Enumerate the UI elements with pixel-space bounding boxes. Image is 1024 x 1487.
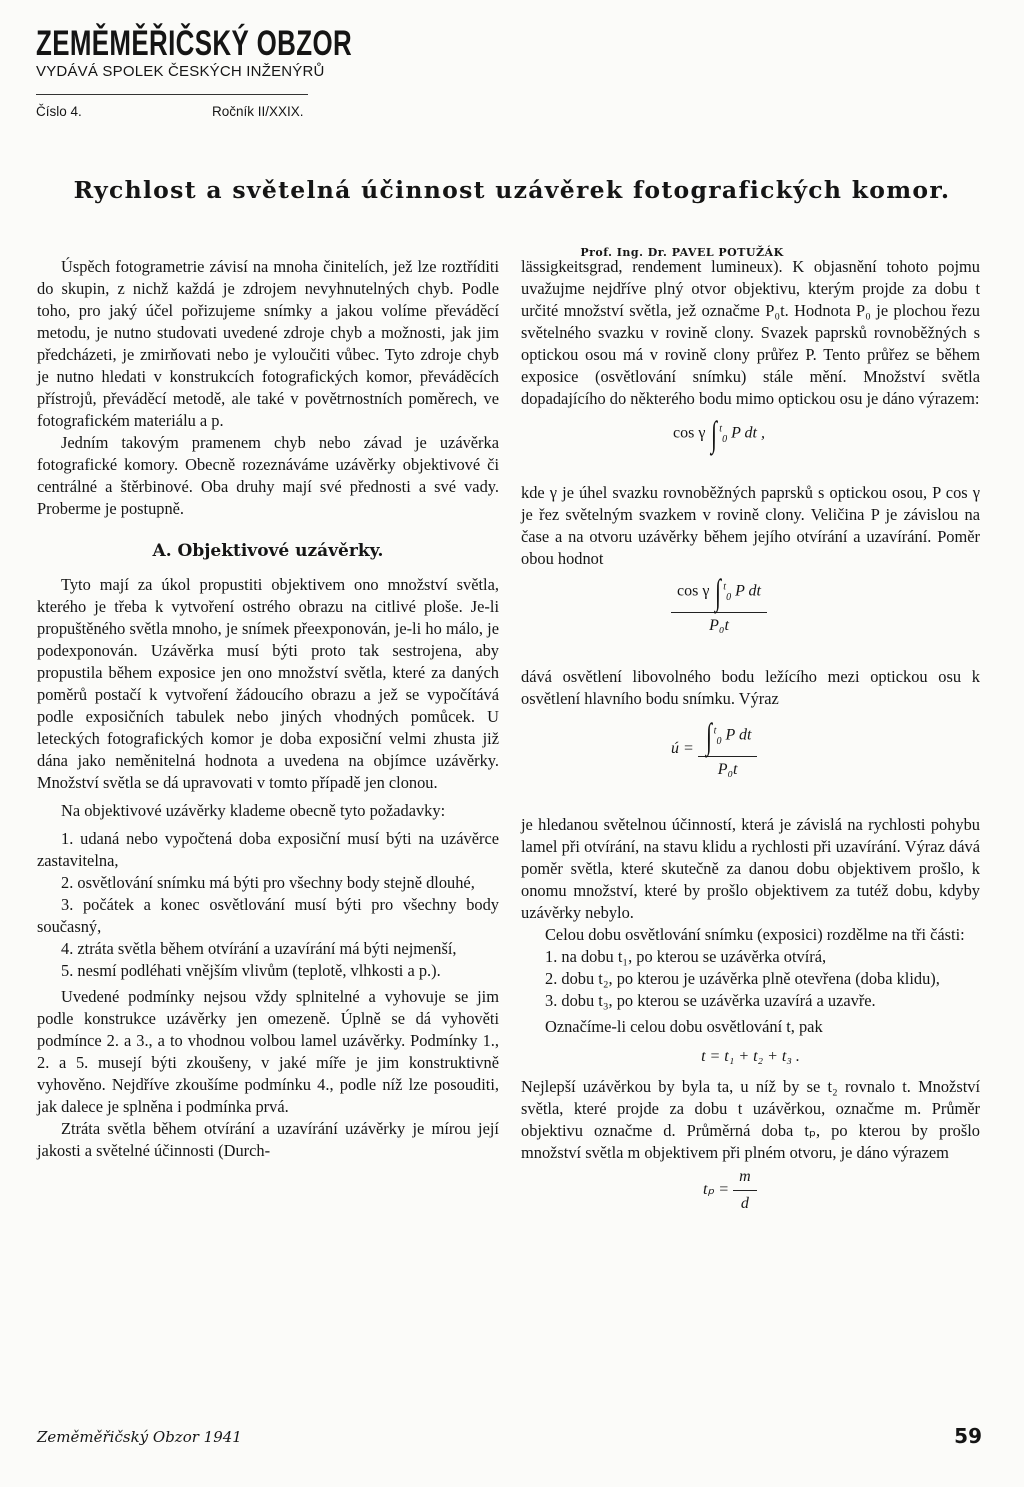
- paragraph: Tyto mají za úkol propustiti objektivem ono množství světla, kterého je třeba k vytvoření ostrého obrazu na citlivé ploše. Je-li propuštěného světla mnoho, je snímek přeexponován, je-li ho málo, je podexponován. Uzávěrka musí býti proto tak sestrojena, aby propustila během exposice jen ono množství světla, které za daných poměrů postačí k vytvoření žádoucího obrazu a jež se vypočítává podle exposičních tabulek nebo jiných vhodných pomůcek. U leteckých fotografických komor je doba exposiční velmi zhusta již dána jako neměnitelná hodnota a uvedena na objímce uzávěrky. Množství světla se dá upravovati v tomto případě jen clonou.: [37, 575, 499, 792]
- paragraph: dává osvětlení libovolného bodu ležícího mezi optickou osu k osvětlení hlavního bodu snímku. Výraz: [521, 667, 980, 708]
- left-column: [37, 256, 499, 1162]
- formula-integrand: P dt: [725, 726, 752, 744]
- integral-lower-limit: 0: [726, 591, 732, 603]
- fraction-denominator: P₀t: [717, 761, 738, 778]
- list-item: 2. dobu t₂, po kterou je uzávěrka plně otevřena (doba klidu),: [545, 969, 940, 988]
- formula-mean-time: [521, 1164, 980, 1214]
- paragraph: je hledanou světelnou účinností, která je závislá na rychlosti pohybu lamel při otvírání, na stavu klidu a rychlosti při uzavírání. Výraz dává poměr světla, které skutečně za danou dobu objektivem prošlo, k onomu množství, které by prošlo objektivem za tutéž dobu, kdyby uzávěrky nebylo.: [521, 815, 980, 922]
- paragraph: Celou dobu osvětlování snímku (exposici) rozdělme na tři části:: [545, 925, 965, 944]
- page-number: 59: [954, 1424, 982, 1448]
- journal-name: ZEMĚMĚŘIČSKÝ OBZOR: [36, 24, 353, 63]
- formula-integrand: P dt: [735, 582, 761, 600]
- formula-fraction: [698, 718, 758, 781]
- article-title: Rychlost a světelná účinnost uzávěrek fotografických komor.: [73, 176, 951, 204]
- section-heading: A. Objektivové uzávěrky.: [152, 541, 384, 561]
- integral-upper-limit: t: [723, 581, 727, 593]
- fraction-denominator: d: [740, 1195, 749, 1212]
- paragraph: kde γ je úhel svazku rovnoběžných paprsků s optickou osou, P cos γ je řez světelným svazkem v rovině clony. Veličina P je závislou na čase a na otvoru uzávěrky během jejího otvírání a uzavírání. Poměr obou hodnot: [521, 483, 980, 568]
- paragraph: Označíme-li celou dobu osvětlování t, pak: [545, 1017, 823, 1036]
- formula-integrand: P dt ,: [731, 424, 765, 442]
- list-item: 1. udaná nebo vypočtená doba exposiční musí býti na uzávěrce zastavitelna,: [37, 829, 499, 870]
- formula-fraction: [733, 1166, 757, 1215]
- footer-journal: Zeměměřičský Obzor 1941: [37, 1428, 242, 1446]
- article-author: Prof. Ing. Dr. PAVEL POTUŽÁK: [580, 246, 784, 259]
- list-item: 3. dobu t₃, po kterou se uzávěrka uzavírá a uzavře.: [545, 991, 876, 1010]
- formula-total-time: t = t₁ + t₂ + t₃ .: [701, 1048, 800, 1065]
- fraction-numerator: [671, 574, 767, 613]
- paragraph: Nejlepší uzávěrkou by byla ta, u níž by se t₂ rovnalo t. Množství světla, které projde za dobu t uzávěrkou, označme m. Průměr objektivu označme d. Průměrná doba tₚ, po kterou by prošlo množství světla m objektivem při plném otvoru, je dáno výrazem: [521, 1077, 980, 1162]
- formula-efficiency: [521, 710, 980, 814]
- list-item: 1. na dobu t₁, po kterou se uzávěrka otvírá,: [545, 947, 827, 966]
- list-item: 5. nesmí podléhati vnějším vlivům (teplotě, vlhkosti a p.).: [61, 961, 441, 980]
- integral-upper-limit: t: [719, 423, 723, 435]
- formula-illumination: [521, 410, 980, 482]
- list-item: 2. osvětlování snímku má býti pro všechny body stejně dlouhé,: [61, 873, 475, 892]
- paragraph: Uvedené podmínky nejsou vždy splnitelné a vyhovuje se jim podle konstrukce uzávěrky jen omezeně. Úplně se dá vyhověti podmínce 2. a 3., a to vhodnou volbou lamel uzávěrky. Podmínky 1., 2. a 5. musejí býti zkoušeny, v jaké míře je jim konstruktivně vyhověno. Nejdříve zkoušíme podmínku 4., podle níž lze posouditi, jak dalece je splněna i podmínka prvá.: [37, 987, 499, 1116]
- masthead-divider: [36, 94, 308, 95]
- integral-lower-limit: 0: [722, 433, 728, 445]
- paragraph: Jedním takovým pramenem chyb nebo závad je uzávěrka fotografické komory. Obecně rozeznáváme uzávěrky objektivové či centrálné a štěrbinové. Oba druhy mají své přednosti a své vady. Proberme je postupně.: [37, 433, 499, 518]
- integral-sign: ∫: [705, 716, 712, 756]
- masthead: [36, 24, 353, 80]
- formula-term: cos γ: [677, 582, 710, 600]
- formula-lhs: tₚ =: [703, 1181, 730, 1199]
- publisher-line: VYDÁVÁ SPOLEK ČESKÝCH INŽENÝRŮ: [36, 63, 325, 80]
- integral-lower-limit: 0: [716, 735, 722, 747]
- list-item: 4. ztráta světla během otvírání a uzavírání má býti nejmenší,: [61, 939, 457, 958]
- list-item: 3. počátek a konec osvětlování musí býti pro všechny body současný,: [37, 895, 499, 936]
- integral-sign: ∫: [711, 414, 718, 454]
- issue-number: Číslo 4.: [36, 104, 82, 119]
- formula-term: cos γ: [673, 424, 706, 442]
- formula-fraction: [671, 574, 767, 637]
- paragraph: Ztráta světla během otvírání a uzavírání uzávěrky je mírou její jakosti a světelné účinnosti (Durch-: [37, 1119, 499, 1160]
- right-column: [521, 256, 980, 1214]
- formula-ratio: [521, 570, 980, 666]
- volume-number: Ročník II/XXIX.: [212, 104, 304, 119]
- paragraph: Úspěch fotogrametrie závisí na mnoha činitelích, jež lze roztříditi do skupin, z nichž každá je zdrojem nevyhnutelných chyb. Podle toho, pro jaký účel pořizujeme snímky a jakou volíme převáděcí metodu, je nutno studovati uvedené zdroje chyb a možnosti, jak jim předcházeti, je zmirňovati nebo je vyloučiti vůbec. Tyto zdroje chyb je nutno hledati v konstrukcích fotografických komor, převáděcích přístrojů, převáděcí metodě, ale také v povětrnostních poměrech, ve fotografickém materiálu a p.: [37, 257, 499, 430]
- paragraph: lässigkeitsgrad, rendement lumineux). K objasnění tohoto pojmu uvažujme nejdříve plný otvor objektivu, kterým projde za dobu t určité množství světla, jež označme P₀t. Hodnota P₀ je plochou řezu světelného svazku v rovině clony. Svazek paprsků rovnoběžných s optickou osou má v rovině clony průřez P. Tento průřez se během exposice (osvětlování snímku) stále mění. Množství světla dopadajícího do některého bodu mimo optickou osu je dáno výrazem:: [521, 257, 980, 408]
- integral-sign: ∫: [715, 572, 722, 612]
- fraction-denominator: P₀t: [709, 617, 729, 634]
- fraction-numerator: m: [733, 1166, 757, 1191]
- fraction-numerator: [698, 718, 758, 757]
- integral-upper-limit: t: [713, 725, 717, 737]
- paragraph: Na objektivové uzávěrky klademe obecně tyto požadavky:: [61, 801, 446, 820]
- formula-lhs: ú =: [671, 740, 694, 758]
